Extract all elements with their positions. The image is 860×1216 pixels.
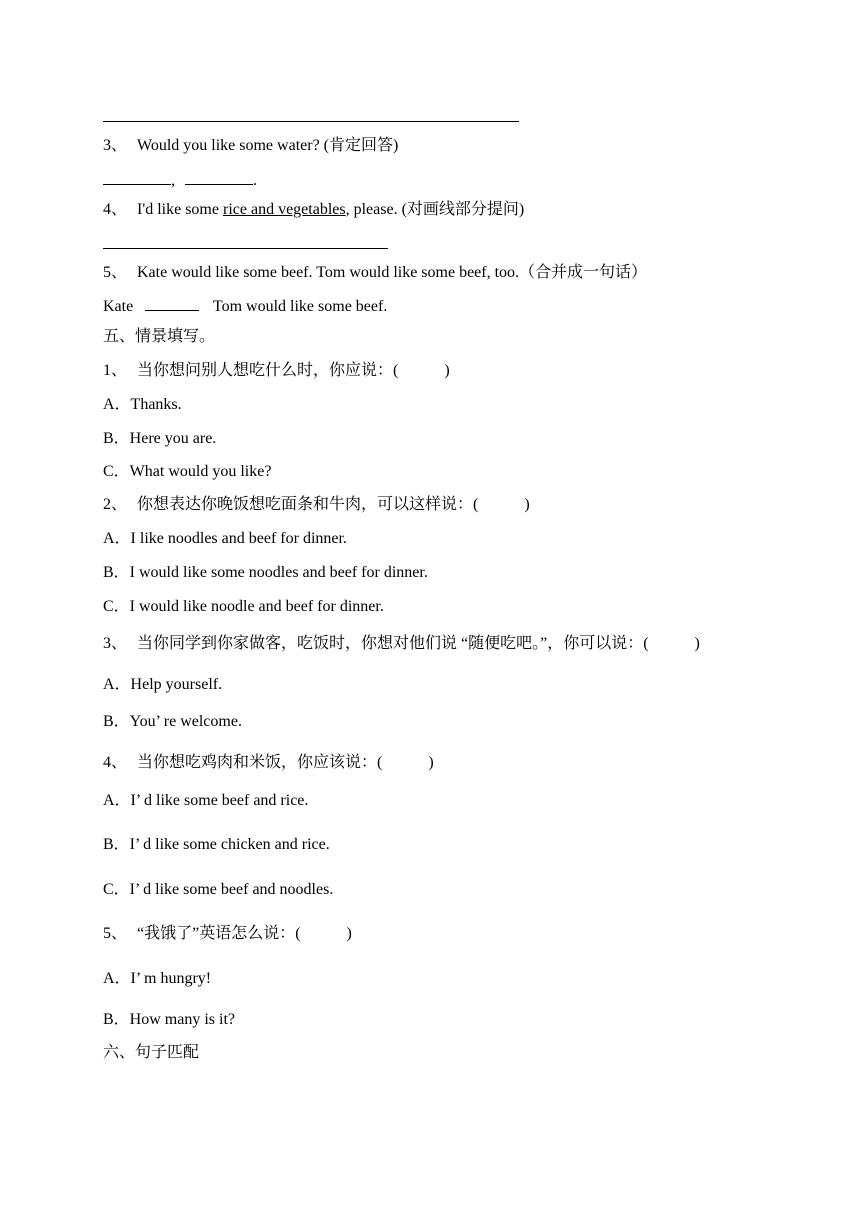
- question-text: 当你想吃鸡肉和米饭，你应该说：(: [137, 754, 383, 771]
- option: C．I’ d like some beef and noodles.: [103, 881, 334, 898]
- section-5-title: 五、情景填写。: [103, 328, 216, 345]
- question-4-3: [103, 136, 398, 156]
- comma: ,: [171, 172, 175, 189]
- question-5-4: [103, 753, 434, 773]
- question-number: 3、: [103, 137, 128, 154]
- answer-blank[interactable]: [103, 170, 171, 185]
- close-paren: ): [694, 635, 700, 652]
- option: C．I would like noodle and beef for dinner.: [103, 598, 384, 615]
- option: B．I would like some noodles and beef for dinner.: [103, 564, 428, 581]
- question-number: 1、: [103, 362, 128, 379]
- underlined-phrase: rice and vegetables: [222, 201, 346, 218]
- option: B．You’ re welcome.: [103, 713, 242, 730]
- question-5-5: [103, 924, 352, 944]
- question-text: 当你想问别人想吃什么时，你应说：(: [137, 362, 399, 379]
- question-text: 当你同学到你家做客，吃饭时，你想对他们说 “随便吃吧。”，你可以说：(: [137, 635, 649, 652]
- question-text: I'd like some: [137, 201, 223, 218]
- question-number: 5、: [103, 264, 128, 281]
- answer-end: Tom would like some beef.: [212, 298, 388, 315]
- close-paren: ): [524, 496, 530, 513]
- question-4-4: [103, 200, 524, 220]
- period: .: [253, 172, 257, 189]
- question-text: Would you like some water? (肯定回答): [137, 137, 399, 154]
- close-paren: ): [444, 362, 450, 379]
- question-5-2: [103, 495, 530, 515]
- question-4-5: [103, 263, 647, 283]
- option: B．How many is it?: [103, 1011, 235, 1028]
- option: B．I’ d like some chicken and rice.: [103, 836, 330, 853]
- answer-start: Kate: [103, 298, 134, 315]
- question-number: 3、: [103, 635, 128, 652]
- question-5-3: [103, 634, 700, 654]
- answer-line-4-3: [103, 170, 257, 191]
- question-text-after: , please. (对画线部分提问): [345, 201, 525, 218]
- answer-blank[interactable]: [185, 170, 253, 185]
- answer-line-top: [103, 121, 519, 122]
- option: B．Here you are.: [103, 430, 217, 447]
- close-paren: ): [428, 754, 434, 771]
- close-paren: ): [346, 925, 352, 942]
- question-text: 你想表达你晚饭想吃面条和牛肉，可以这样说：(: [137, 496, 479, 513]
- option: A．Thanks.: [103, 396, 182, 413]
- question-text: Kate would like some beef. Tom would like some beef, too.（合并成一句话）: [137, 264, 648, 281]
- question-number: 4、: [103, 201, 128, 218]
- question-5-1: [103, 361, 450, 381]
- question-number: 4、: [103, 754, 128, 771]
- question-text: “我饿了”英语怎么说：(: [137, 925, 301, 942]
- question-number: 2、: [103, 496, 128, 513]
- answer-line-4-4[interactable]: [103, 248, 388, 249]
- option: A．I’ d like some beef and rice.: [103, 792, 309, 809]
- option: A．Help yourself.: [103, 676, 223, 693]
- question-number: 5、: [103, 925, 128, 942]
- option: C．What would you like?: [103, 463, 272, 480]
- option: A．I like noodles and beef for dinner.: [103, 530, 347, 547]
- option: A．I’ m hungry!: [103, 970, 212, 987]
- answer-blank[interactable]: [145, 296, 199, 311]
- section-6-title: 六、句子匹配: [103, 1044, 200, 1061]
- answer-4-5: [103, 296, 387, 317]
